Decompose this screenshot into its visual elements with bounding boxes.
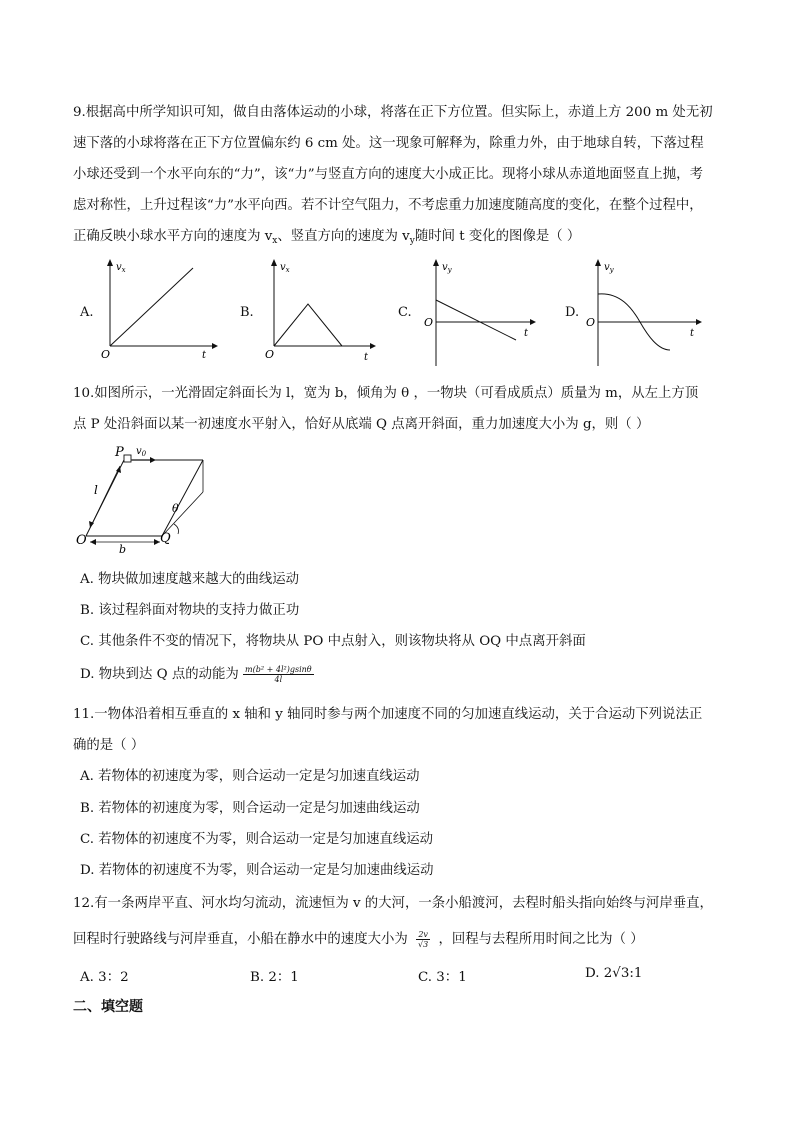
q12-line-1: 12.有一条两岸平直、河水均匀流动，流速恒为 v 的大河，一条小船渡河，去程时船头指向始终与河岸垂直， bbox=[73, 896, 713, 911]
q10-v: v bbox=[136, 446, 142, 457]
q9-graph-b bbox=[262, 258, 377, 366]
q9-line-2: 速下落的小球将落在正下方位置偏东约 6 cm 处。这一现象可解释为，除重力外，由于地球自转，下落过程 bbox=[73, 136, 704, 151]
q12-speed-fraction bbox=[416, 930, 430, 949]
q9-graph-c bbox=[420, 258, 538, 368]
q11-option-b: B. 若物体的初速度为零，则合运动一定是匀加速曲线运动 bbox=[80, 801, 420, 816]
q9-sub-y: y bbox=[409, 236, 415, 246]
q10-kinetic-energy-fraction bbox=[243, 665, 314, 684]
q9-b-vsub: x bbox=[285, 266, 290, 274]
q11-line-1: 11.一物体沿着相互垂直的 x 轴和 y 轴同时参与两个加速度不同的匀加速直线运动，关于合运动下列说法正 bbox=[73, 707, 703, 722]
q12-fraction-denominator: √3 bbox=[418, 940, 429, 949]
q10-fraction-denominator: 4l bbox=[274, 675, 283, 684]
q9-line-5c: 随时间 t 变化的图像是（ ） bbox=[414, 229, 581, 244]
q10-line-1: 10.如图所示，一光滑固定斜面长为 l，宽为 b，倾角为 θ ，一物块（可看成质点）质量为 m，从左上方顶 bbox=[73, 386, 699, 401]
q9-line-4: 虑对称性，上升过程该“力”水平向西。若不计空气阻力，不考虑重力加速度随高度的变化，在整个过程中， bbox=[73, 198, 703, 213]
q9-d-v: v bbox=[604, 262, 610, 273]
q10-label-theta: θ bbox=[172, 502, 179, 515]
q10-line-2: 点 P 处沿斜面以某一初速度水平射入，恰好从底端 Q 点离开斜面，重力加速度大小为 g，则（ ） bbox=[73, 417, 650, 432]
q10-incline-figure bbox=[76, 442, 216, 554]
q12-option-a: A. 3：2 bbox=[80, 970, 129, 985]
q9-a-t: t bbox=[202, 350, 207, 361]
q10-label-o: O bbox=[76, 533, 87, 548]
q9-a-vsub: x bbox=[121, 266, 126, 274]
q9-option-c-label: C. bbox=[398, 305, 412, 320]
q9-a-v: v bbox=[116, 262, 122, 273]
q10-option-a: A. 物块做加速度越来越大的曲线运动 bbox=[80, 572, 300, 587]
q9-c-vsub: y bbox=[447, 266, 452, 274]
q11-line-2: 确的是（ ） bbox=[73, 738, 145, 753]
q9-sub-x: x bbox=[272, 236, 278, 246]
q9-a-vx bbox=[116, 262, 126, 274]
q9-line-3: 小球还受到一个水平向东的“力”，该“力”与竖直方向的速度大小成正比。现将小球从赤道地面竖直上抛，考 bbox=[73, 167, 703, 182]
q9-option-a-label: A. bbox=[80, 305, 94, 320]
q9-graph-d bbox=[582, 258, 704, 368]
section-heading-fill-in: 二、填空题 bbox=[73, 999, 143, 1015]
q9-d-t: t bbox=[690, 328, 695, 339]
q9-line-1: 9.根据高中所学知识可知，做自由落体运动的小球，将落在正下方位置。但实际上，赤道上方 200 m 处无初 bbox=[73, 105, 713, 120]
q11-option-d: D. 若物体的初速度不为零，则合运动一定是匀加速曲线运动 bbox=[80, 863, 434, 878]
q10-fraction-numerator: m(b² + 4l²)gsinθ bbox=[245, 665, 312, 674]
q9-line-5 bbox=[73, 228, 580, 250]
q10-label-v0 bbox=[136, 446, 147, 458]
q10-label-b: b bbox=[119, 543, 127, 554]
q9-graph-a bbox=[98, 258, 218, 366]
q10-option-b: B. 该过程斜面对物块的支持力做正功 bbox=[80, 603, 300, 618]
q9-b-origin: O bbox=[265, 348, 275, 361]
q12-line-2 bbox=[73, 930, 644, 949]
q9-d-origin: O bbox=[586, 316, 596, 329]
q10-label-q: Q bbox=[160, 531, 171, 546]
q12-option-c: C. 3：1 bbox=[418, 970, 467, 985]
q9-d-vsub: y bbox=[609, 266, 614, 274]
q9-c-t: t bbox=[524, 328, 529, 339]
q12-option-b: B. 2：1 bbox=[250, 970, 299, 985]
q9-b-vx bbox=[280, 262, 290, 274]
q10-option-d-text: D. 物块到达 Q 点的动能为 bbox=[80, 667, 239, 682]
q10-label-l: l bbox=[94, 483, 98, 497]
q9-line-5b: 、竖直方向的速度为 v bbox=[277, 229, 410, 244]
q9-line-5a: 正确反映小球水平方向的速度为 v bbox=[73, 229, 273, 244]
q12-line-2b: ，回程与去程所用时间之比为（ ） bbox=[438, 932, 644, 947]
q11-option-a: A. 若物体的初速度为零，则合运动一定是匀加速直线运动 bbox=[80, 769, 420, 784]
q12-option-d: D. 2√3:1 bbox=[585, 966, 643, 981]
q9-option-d-label: D. bbox=[565, 305, 580, 320]
q12-fraction-numerator: 2v bbox=[416, 930, 430, 940]
q9-c-origin: O bbox=[424, 316, 434, 329]
q12-line-2a: 回程时行驶路线与河岸垂直，小船在静水中的速度大小为 bbox=[73, 932, 408, 947]
q9-b-t: t bbox=[364, 352, 369, 363]
q9-a-origin: O bbox=[101, 348, 111, 361]
q9-c-vy bbox=[442, 262, 453, 274]
q10-option-d bbox=[80, 665, 314, 684]
q9-d-vy bbox=[604, 262, 615, 274]
q9-b-v: v bbox=[280, 262, 286, 273]
q9-c-v: v bbox=[442, 262, 448, 273]
q10-v-sub: 0 bbox=[141, 450, 147, 458]
q11-option-c: C. 若物体的初速度不为零，则合运动一定是匀加速直线运动 bbox=[80, 832, 434, 847]
q9-option-b-label: B. bbox=[240, 305, 254, 320]
q10-option-c: C. 其他条件不变的情况下，将物块从 PO 中点射入，则该物块将从 OQ 中点离开斜面 bbox=[80, 634, 586, 649]
q10-label-p: P bbox=[115, 445, 124, 460]
